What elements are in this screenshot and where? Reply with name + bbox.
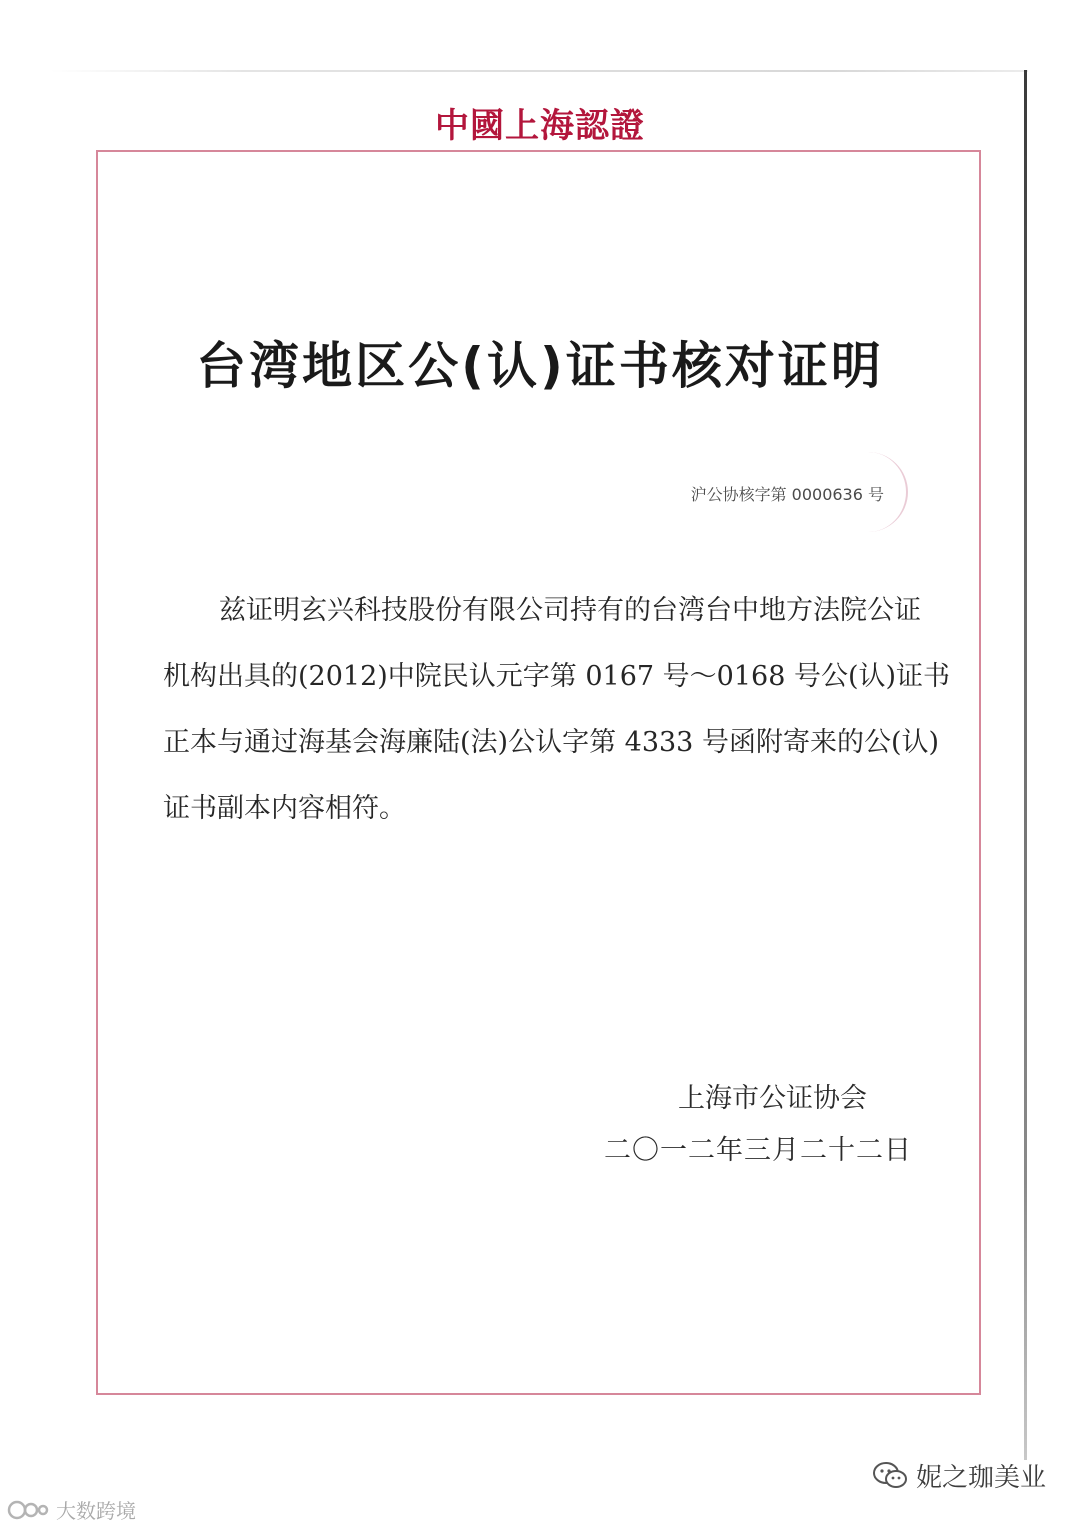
body-line: 正本与通过海基会海廉陆(法)公认字第 4333 号函附寄来的公(认) [163, 727, 940, 758]
page-edge-right [1024, 70, 1027, 1460]
watermark-right [872, 1457, 1046, 1494]
watermark-left [6, 1495, 136, 1524]
signer-name: 上海市公证协会 [678, 1083, 867, 1114]
header-title: 中國上海認證 [435, 106, 645, 146]
page-edge-top [50, 70, 1028, 72]
wechat-icon [872, 1461, 908, 1491]
body-line: 机构出具的(2012)中院民认元字第 0167 号～0168 号公(认)证书 [163, 661, 951, 692]
document-title: 台湾地区公(认)证书核对证明 [196, 337, 884, 395]
document-body [163, 578, 951, 842]
issue-date: 二〇一二年三月二十二日 [604, 1135, 912, 1166]
body-line: 证书副本内容相符。 [163, 793, 406, 824]
logo-icon [6, 1499, 50, 1521]
body-line: 兹证明玄兴科技股份有限公司持有的台湾台中地方法院公证 [219, 595, 921, 626]
watermark-left-text: 大数跨境 [56, 1499, 136, 1523]
watermark-right-text: 妮之珈美业 [915, 1463, 1046, 1493]
reference-number: 沪公协核字第 0000636 号 [690, 485, 884, 504]
